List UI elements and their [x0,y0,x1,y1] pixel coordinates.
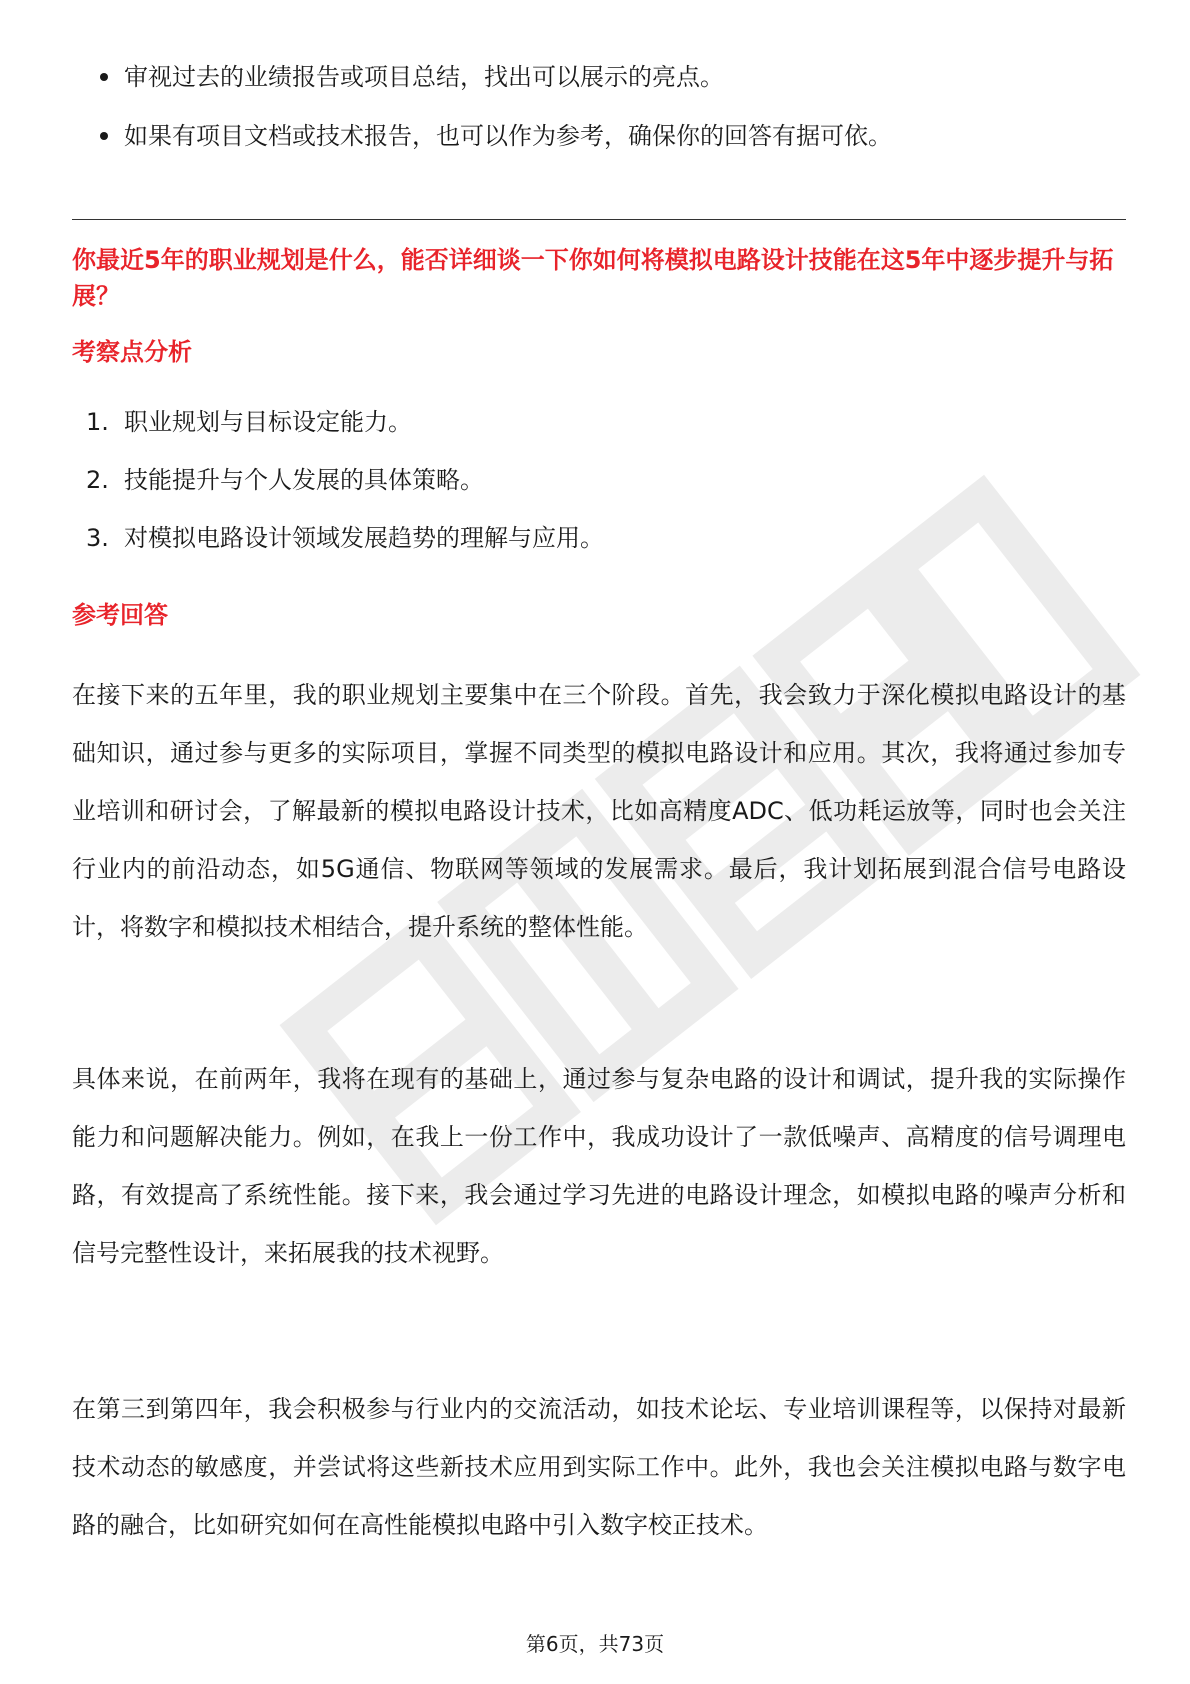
analysis-item [72,521,1126,555]
item-text: 对模拟电路设计领域发展趋势的理解与应用。 [124,524,604,552]
bullet-list [72,60,1126,178]
item-number: 3. [86,524,109,552]
analysis-heading: 考察点分析 [72,338,192,366]
bullet-text: 如果有项目文档或技术报告，也可以作为参考，确保你的回答有据可依。 [124,122,892,150]
analysis-item [72,463,1126,497]
answer-paragraph: 在接下来的五年里，我的职业规划主要集中在三个阶段。首先，我会致力于深化模拟电路设计的基础知识，通过参与更多的实际项目，掌握不同类型的模拟电路设计和应用。其次，我将通过参加专业培训和研讨会，了解最新的模拟电路设计技术，比如高精度ADC、低功耗运放等，同时也会关注行业内的前沿动态，如5G通信、物联网等领域的发展需求。最后，我计划拓展到混合信号电路设计，将数字和模拟技术相结合，提升系统的整体性能。 [72,681,1126,941]
bullet-item [72,60,1126,94]
item-number: 2. [86,466,109,494]
item-text: 技能提升与个人发展的具体策略。 [124,466,484,494]
answer-paragraph: 在第三到第四年，我会积极参与行业内的交流活动，如技术论坛、专业培训课程等，以保持对最新技术动态的敏感度，并尝试将这些新技术应用到实际工作中。此外，我也会关注模拟电路与数字电路的融合，比如研究如何在高性能模拟电路中引入数字校正技术。 [72,1395,1126,1539]
page-number: 第6页，共73页 [525,1632,665,1656]
section-divider [72,219,1126,220]
interview-question: 你最近5年的职业规划是什么，能否详细谈一下你如何将模拟电路设计技能在这5年中逐步提升与拓展？ [72,246,1114,310]
answer-heading: 参考回答 [72,601,168,629]
bullet-item [72,119,1126,153]
bullet-dot-icon [100,132,108,140]
analysis-list [72,405,1126,579]
answer-paragraph: 具体来说，在前两年，我将在现有的基础上，通过参与复杂电路的设计和调试，提升我的实际操作能力和问题解决能力。例如，在我上一份工作中，我成功设计了一款低噪声、高精度的信号调理电路，有效提高了系统性能。接下来，我会通过学习先进的电路设计理念，如模拟电路的噪声分析和信号完整性设计，来拓展我的技术视野。 [72,1065,1126,1267]
bullet-dot-icon [100,73,108,81]
bullet-text: 审视过去的业绩报告或项目总结，找出可以展示的亮点。 [124,63,724,91]
analysis-item [72,405,1126,439]
item-text: 职业规划与目标设定能力。 [124,408,412,436]
item-number: 1. [86,408,109,436]
